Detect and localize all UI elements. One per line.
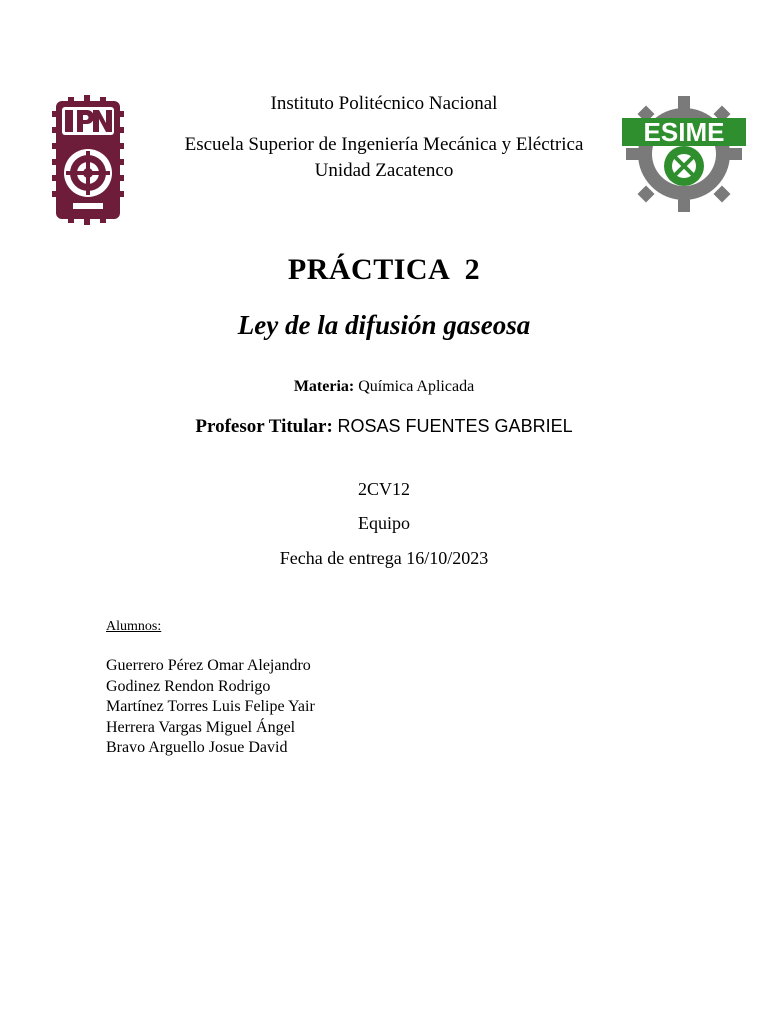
group-code: 2CV12 (357, 479, 410, 499)
professor-label: Profesor Titular: (195, 416, 333, 437)
esime-logo-text: ESIME (643, 117, 725, 147)
student-name: Martínez Torres Luis Felipe Yair (106, 698, 315, 715)
subject-line (0, 376, 768, 398)
professor-name: ROSAS FUENTES GABRIEL (337, 416, 573, 436)
students-title: Alumnos: (106, 619, 162, 634)
professor-line (0, 413, 768, 440)
subject-label: Materia: (293, 378, 355, 395)
students-list (106, 656, 315, 759)
student-name: Guerrero Pérez Omar Alejandro (106, 657, 311, 674)
practice-subtitle: Ley de la difusión gaseosa (237, 310, 531, 340)
student-name: Herrera Vargas Miguel Ángel (106, 718, 296, 736)
subject-value: Química Aplicada (358, 378, 475, 395)
school-name: Escuela Superior de Ingeniería Mecánica y Eléctrica (184, 134, 584, 155)
institution-name: Instituto Politécnico Nacional (270, 93, 498, 114)
unit-name: Unidad Zacatenco (314, 160, 454, 181)
due-date: Fecha de entrega 16/10/2023 (279, 548, 489, 568)
student-name: Bravo Arguello Josue David (106, 739, 288, 756)
student-name: Godinez Rendon Rodrigo (106, 677, 271, 695)
practice-title: PRÁCTICA 2 (287, 253, 481, 286)
team-label: Equipo (358, 513, 410, 533)
